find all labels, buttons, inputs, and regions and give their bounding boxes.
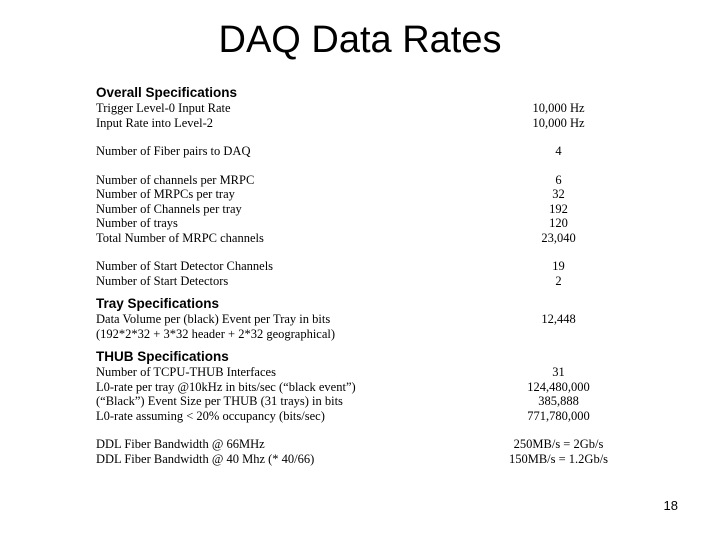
spec-row <box>96 173 626 188</box>
spec-value: 6 <box>555 172 562 187</box>
spec-row <box>96 144 626 159</box>
spec-row <box>96 409 626 424</box>
spec-value: 250MB/s = 2Gb/s <box>513 437 604 451</box>
spec-row <box>96 259 626 274</box>
spec-value: 385,888 <box>538 394 579 408</box>
spec-label: Number of TCPU-THUB Interfaces <box>96 365 276 379</box>
spec-label: Number of Fiber pairs to DAQ <box>96 144 251 158</box>
spec-row <box>96 116 626 131</box>
spacer <box>96 130 626 144</box>
section-heading-thub: THUB Specifications <box>96 349 229 364</box>
spec-row <box>96 187 626 202</box>
spec-value: 23,040 <box>541 230 576 245</box>
spec-row <box>96 380 626 395</box>
spacer <box>96 423 626 437</box>
spec-value: 120 <box>549 216 568 230</box>
spec-label: Number of MRPCs per tray <box>96 187 235 201</box>
spec-row <box>96 231 626 246</box>
spec-label: DDL Fiber Bandwidth @ 66MHz <box>96 437 265 451</box>
spec-value: 10,000 Hz <box>532 115 585 130</box>
spacer <box>96 341 626 348</box>
spec-label: DDL Fiber Bandwidth @ 40 Mhz (* 40/66) <box>96 451 315 466</box>
spec-value: 12,448 <box>541 312 576 326</box>
spec-label: Number of Channels per tray <box>96 201 242 216</box>
spec-row <box>96 452 626 467</box>
spacer <box>96 288 626 295</box>
spec-label: Number of channels per MRPC <box>96 172 255 187</box>
spacer <box>96 245 626 259</box>
spec-row <box>96 274 626 289</box>
spec-label: (192*2*32 + 3*32 header + 2*32 geographical) <box>96 326 336 341</box>
section-heading-overall: Overall Specifications <box>96 85 238 100</box>
page-title: DAQ Data Rates <box>218 19 502 61</box>
spec-value: 10,000 Hz <box>532 101 585 115</box>
spec-row <box>96 101 626 116</box>
page-number: 18 <box>663 498 678 513</box>
spec-value: 31 <box>552 365 565 379</box>
spacer <box>96 159 626 173</box>
spec-value: 771,780,000 <box>527 408 590 423</box>
spec-value: 124,480,000 <box>527 379 590 394</box>
spec-label: Number of Start Detectors <box>96 273 229 288</box>
section-heading-tray: Tray Specifications <box>96 296 220 311</box>
spec-label: Number of Start Detector Channels <box>96 259 274 273</box>
spec-label: Number of trays <box>96 216 178 230</box>
spec-value: 192 <box>549 201 568 216</box>
spec-value: 2 <box>555 273 562 288</box>
spec-value: 4 <box>555 144 562 158</box>
spec-value: 32 <box>552 187 565 201</box>
spec-label: L0-rate assuming < 20% occupancy (bits/sec) <box>96 408 325 423</box>
spec-label: Total Number of MRPC channels <box>96 230 264 245</box>
spec-row <box>96 437 626 452</box>
spec-row <box>96 202 626 217</box>
spec-row <box>96 365 626 380</box>
spec-row <box>96 312 626 327</box>
spec-value: 150MB/s = 1.2Gb/s <box>508 451 609 466</box>
specifications-table <box>96 84 626 466</box>
spec-label: (“Black”) Event Size per THUB (31 trays) in bits <box>96 394 343 408</box>
spec-value: 19 <box>552 259 565 273</box>
spec-row <box>96 394 626 409</box>
spec-label: Trigger Level-0 Input Rate <box>96 101 231 115</box>
spec-label: L0-rate per tray @10kHz in bits/sec (“black event”) <box>96 379 356 394</box>
spec-label: Input Rate into Level-2 <box>96 115 213 130</box>
spec-row <box>96 327 626 342</box>
spec-row <box>96 216 626 231</box>
spec-label: Data Volume per (black) Event per Tray in bits <box>96 312 331 326</box>
